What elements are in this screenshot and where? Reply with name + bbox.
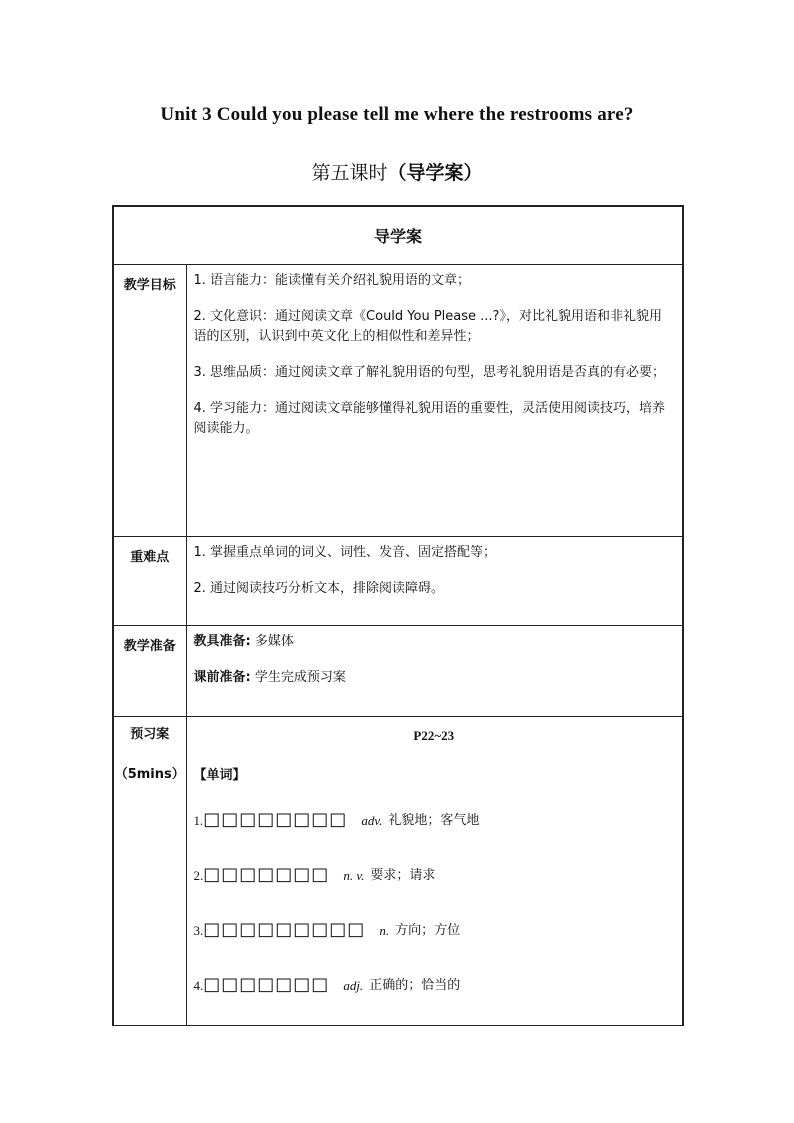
vocab-number: 3. [193, 923, 204, 938]
objective-item: 4. 学习能力：通过阅读文章能够懂得礼貌用语的重要性，灵活使用阅读技巧，培养阅读能力。 [193, 401, 666, 436]
objective-item: 1. 语言能力：能读懂有关介绍礼貌用语的文章； [193, 273, 471, 288]
vocab-number: 2. [193, 868, 204, 883]
tools-line [194, 632, 675, 652]
part-of-speech: n. v. [343, 868, 365, 883]
part-of-speech: adj. [343, 978, 364, 993]
key-points-row [113, 537, 683, 626]
vocab-meaning: 正确的；恰当的 [369, 978, 461, 993]
preview-label: 预习案 [130, 727, 170, 742]
vocab-number: 1. [193, 813, 204, 828]
subtitle-main: 第五课时 [311, 162, 388, 184]
preview-row [113, 717, 683, 1026]
document-title: Unit 3 Could you please tell me where the restrooms are? [160, 104, 634, 125]
preparation-row [113, 626, 683, 717]
vocab-item [194, 811, 675, 866]
vocab-item [194, 866, 675, 921]
tools-value: 多媒体 [250, 634, 294, 649]
blank-letter-boxes: □□□□□□□□ [203, 809, 348, 830]
objective-item: 3. 思维品质：通过阅读文章了解礼貌用语的句型，思考礼貌用语是否真的有必要； [193, 365, 666, 380]
key-point-item: 1. 掌握重点单词的词义、词性、发音、固定搭配等； [193, 545, 497, 560]
table-header: 导学案 [113, 206, 683, 265]
vocabulary-heading: 【单词】 [193, 768, 246, 783]
key-point-item: 2. 通过阅读技巧分析文本，排除阅读障碍。 [193, 581, 445, 596]
vocab-meaning: 礼貌地；客气地 [388, 813, 480, 828]
blank-letter-boxes: □□□□□□□ [203, 864, 330, 885]
tools-label: 教具准备: [193, 634, 251, 649]
preparation-content [186, 626, 683, 717]
vocab-meaning: 要求；请求 [370, 868, 436, 883]
pre-class-label: 课前准备: [193, 670, 251, 685]
document-subtitle [0, 158, 794, 185]
page-reference: P22~23 [413, 728, 455, 743]
preview-duration: （5mins） [114, 767, 185, 782]
preview-content [186, 717, 683, 1026]
preparation-label: 教学准备 [113, 626, 186, 717]
header-row [113, 206, 683, 265]
vocab-meaning: 方向；方位 [395, 923, 461, 938]
vocab-item [194, 976, 675, 1004]
lesson-plan-table [112, 205, 684, 1026]
vocab-number: 4. [193, 978, 204, 993]
objectives-content [186, 265, 683, 537]
blank-letter-boxes: □□□□□□□ [203, 974, 330, 995]
objectives-label: 教学目标 [113, 265, 186, 537]
preview-label-cell [113, 717, 186, 1026]
vocab-item [194, 921, 675, 976]
key-points-label: 重难点 [113, 537, 186, 626]
objective-item: 2. 文化意识：通过阅读文章《Could You Please ...?》，对比礼貌用语和非礼貌用语的区别，认识到中英文化上的相似性和差异性； [193, 309, 662, 344]
part-of-speech: n. [379, 923, 390, 938]
pre-class-line [194, 668, 675, 688]
subtitle-paren: （导学案） [387, 162, 483, 184]
objectives-row [113, 265, 683, 537]
pre-class-value: 学生完成预习案 [250, 670, 346, 685]
part-of-speech: adv. [361, 813, 383, 828]
blank-letter-boxes: □□□□□□□□□ [203, 919, 366, 940]
key-points-content [186, 537, 683, 626]
